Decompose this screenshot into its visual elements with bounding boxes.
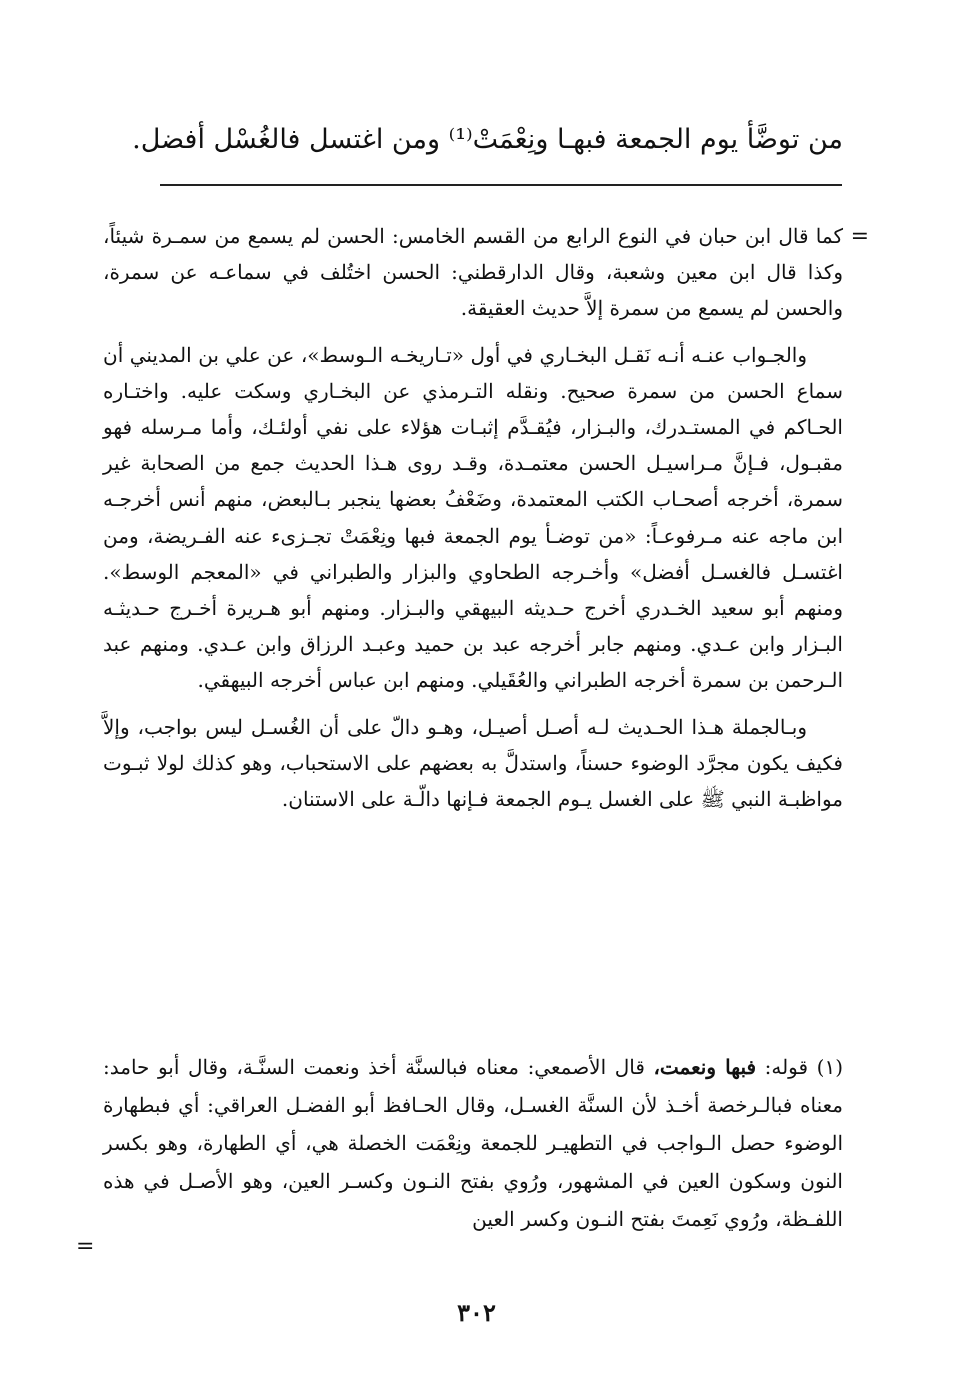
commentary-block <box>103 218 843 827</box>
commentary-paragraph: وبـالجملة هـذا الحـديث لـه أصـل أصيـل، وهـو دالّ على أن الغُسـل ليس بواجب، وإلاَّ فكيف يكون مجرَّد الوضوء حسناً، واستدلَّ به بعضهم على الاستحباب، وهو كذلك لولا ثبـوت مواظبـة النبي ﷺ على الغسل يـوم الجمعة فـإنها دالّـة على الاستنان. <box>103 714 843 812</box>
continuation-marker-top: = <box>850 224 869 249</box>
main-hadith-text: من توضَّأ يوم الجمعة فبهـا ونِعْمَتْ⁽¹⁾ ومن اغتسل فالغُسْل أفضل. <box>132 124 843 155</box>
continuation-marker-bottom: = <box>76 1234 95 1259</box>
footnote-lead: قوله: <box>764 1055 809 1079</box>
footnote-number: (١) <box>816 1055 844 1079</box>
footnote-text: قال الأصمعي: معناه فبالسنَّة أخذ ونعمت السنَّـة، وقال أبو حامد: معناه فبالـرخصة أخـذ لأن السنَّة الغسـل، وقال الحـافظ أبو الفضـل العراقي: أي فبطهارة الوضوء حصل الـواجب في التطهيـر للجمعة ونِعْمَت الخصلة هي، أي الطهارة، وهو بكسر النون وسكون العين في المشهور، ورُوي بفتح النـون وكسـر العين، وهو الأصـل في هذه اللفـظة، ورُوي نَعِمتَ بفتح النـون وكسر العين <box>103 1055 843 1231</box>
page-number: ٣٠٢ <box>457 1298 496 1327</box>
commentary-paragraph: والجـواب عنـه أنـه نَقـل البخـاري في أول «تـاريخـه الـوسط»، عن علي بن المديني أن سماع الحسن من سمرة صحيح. ونقله التـرمذي عن البخـاري وسكت عليه. واختـاره الحـاكم في المستـدرك، والبـزار، فيُقـدَّم إثبـات هؤلاء على نفي أولئـك، وأما مـرسله فهو مقبـول، فـإنَّ مـراسيـل الحسن معتمـدة، وقـد روى هـذا الحديث جمع من الصحابة غير سمرة، أخرجه أصحـاب الكتب المعتمدة، وضَعْفُ بعضها ينجبر بـالبعض، منهم أنس أخرجـه ابن ماجه عنه مـرفوعـاً: «من توضـأ يوم الجمعة فبها ونِعْمَتْ تجـزىء عنه الفـريضة، ومن اغتسـل فالغسـل أفضل» وأخـرجه الطحاوي والبزار والطبراني في «المعجم الوسط». ومنهم أبو سعيد الخـدري أخرج حـديثه البيهقي والبـزار. ومنهم أبو هـريرة أخـرج حـديثـه البـزار وابن عـدي. ومنهم جابر أخرجه عبد بن حميد وعبـد الرزاق وابن عـدي. ومنهم عبد الـرحمن بن سمرة أخرجه الطبراني والعُقَيلي. ومنهم ابن عباس أخرجه البيهقي. <box>103 342 843 693</box>
footnote-keyword: فبها ونعمت، <box>653 1055 757 1079</box>
commentary-paragraph: كما قال ابن حبان في النوع الرابع من القسم الخامس: الحسن لم يسمع من سمـرة شيئاً، وكذا قال ابن معين وشعبة، وقال الدارقطني: الحسن اختُلف في سماعـه عن سمرة، والحسن لم يسمع من سمرة إلاَّ حديث العقيقة. <box>103 224 843 321</box>
footnote <box>103 1048 843 1238</box>
separator-rule <box>160 184 842 186</box>
